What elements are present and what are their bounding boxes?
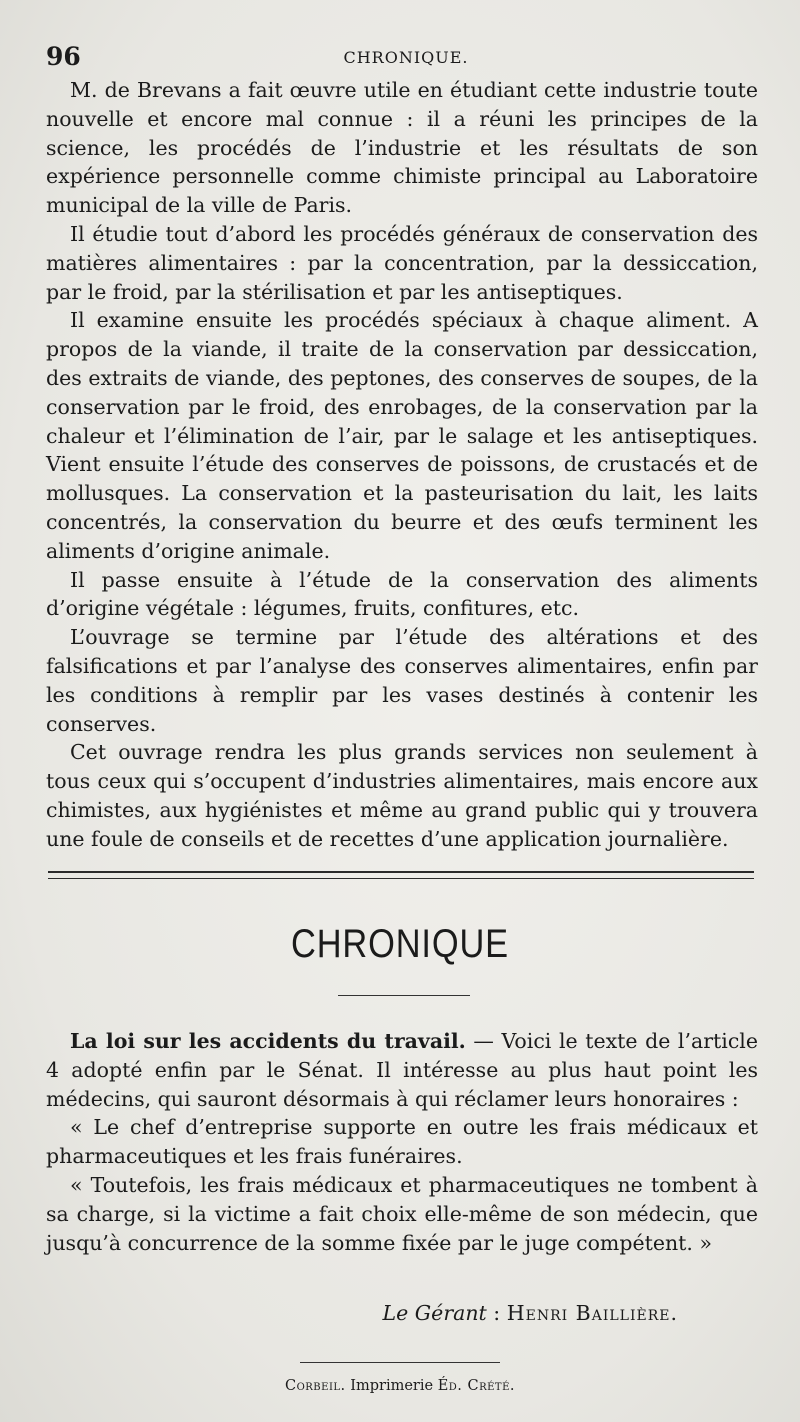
lead-title: La loi sur les accidents du travail. <box>70 1029 466 1053</box>
chronique-text <box>46 1027 758 1257</box>
page-number: 96 <box>46 42 81 71</box>
lead-text: — Voici le texte de l’article 4 adopté enfin par le Sénat. Il intéresse au plus haut point les médecins, qui sauront désormais à qui réclamer leurs honoraires : <box>46 1029 758 1111</box>
review-paragraph: L’ouvrage se termine par l’étude des altérations et des falsifications et par l’analyse des conserves alimentaires, enfin par les conditions à remplir par les vases destinés à contenir les conserves. <box>46 625 758 736</box>
review-paragraph: Il examine ensuite les procédés spéciaux à chaque aliment. A propos de la viande, il traite de la conservation par dessiccation, des extraits de viande, des peptones, des conserves de soupes, de la conservation par le froid, des enrobages, de la conservation par la chaleur et l’élimination de l’air, par le salage et les antiseptiques. Vient ensuite l’étude des conserves de poissons, de crustacés et de mollusques. La conservation et la pasteurisation du lait, les laits concentrés, la conservation du beurre et des œufs terminent les aliments d’origine animale. <box>46 308 758 563</box>
signature-name: Henri Baillière. <box>506 1301 678 1325</box>
page-header <box>46 42 766 74</box>
review-paragraph: Il étudie tout d’abord les procédés généraux de conservation des matières alimentaires : par la concentration, par la dessiccation, par le froid, par la stérilisation et par les antiseptiques. <box>46 221 758 304</box>
review-paragraph: Cet ouvrage rendra les plus grands services non seulement à tous ceux qui s’occupent d’industries alimentaires, mais encore aux chimistes, aux hygiénistes et même au grand public qui y trouvera une foule de conseils et de recettes d’une application journalière. <box>46 740 758 851</box>
quote-paragraph: « Le chef d’entreprise supporte en outre les frais médicaux et pharmaceutiques et les frais funéraires. <box>46 1115 758 1169</box>
chronique-lead-paragraph <box>46 1027 758 1113</box>
review-text <box>46 76 758 854</box>
running-head: CHRONIQUE. <box>343 48 469 67</box>
review-paragraph: Il passe ensuite à l’étude de la conservation des aliments d’origine végétale : légumes, fruits, confitures, etc. <box>46 567 758 621</box>
footer-rule <box>300 1362 500 1363</box>
quote-paragraph: « Toutefois, les frais médicaux et pharmaceutiques ne tombent à sa charge, si la victime a fait choix elle-même de son médecin, que jusqu’à concurrence de la somme fixée par le juge compétent. » <box>46 1172 758 1255</box>
section-divider <box>48 871 754 879</box>
printer-text: Imprimerie <box>345 1378 438 1394</box>
section-title: CHRONIQUE <box>291 922 509 966</box>
signature-role: Le Gérant <box>382 1301 487 1325</box>
signature-separator: : <box>486 1301 507 1325</box>
printer-imprint <box>0 1378 800 1394</box>
title-underline <box>338 995 470 996</box>
printer-name: Éd. Crété. <box>437 1378 516 1394</box>
signature <box>46 1301 678 1325</box>
review-paragraph: M. de Brevans a fait œuvre utile en étudiant cette industrie toute nouvelle et encore mal connue : il a réuni les principes de la science, les procédés de l’industrie et les résultats de son expérience personnelle comme chimiste principal au Laboratoire municipal de la ville de Paris. <box>46 78 758 218</box>
printer-city: Corbeil. <box>284 1378 346 1394</box>
